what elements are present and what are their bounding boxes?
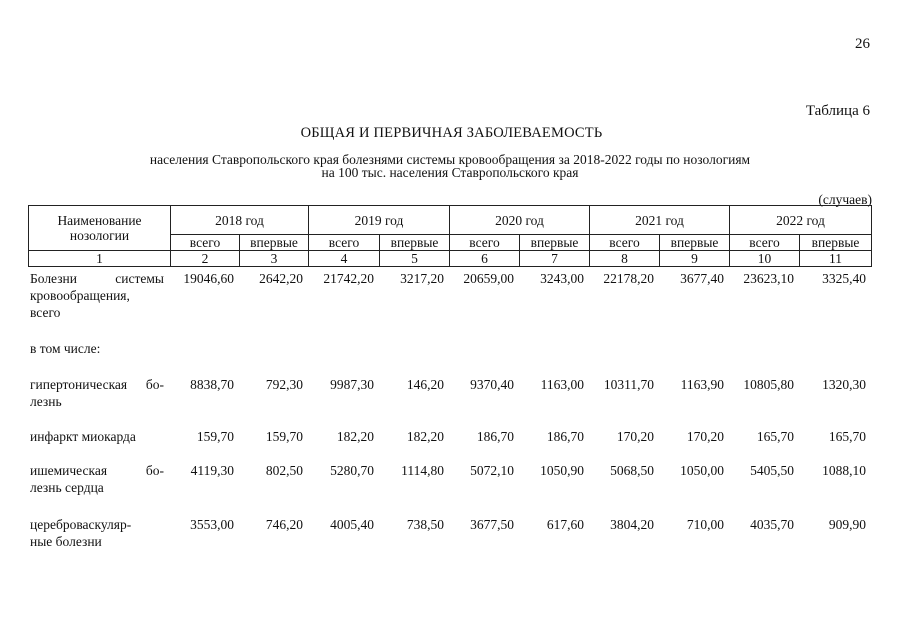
cell-value: 165,70 [756,429,794,444]
table-header [28,205,872,267]
subtitle-line-2: на 100 тыс. населения Ставропольского края [321,165,579,180]
header-total: всего [590,235,660,251]
row-name-line: цереброваскуляр- [30,517,132,532]
cell-value: 21742,20 [323,271,374,286]
column-number: 8 [590,251,660,267]
row-name [30,428,164,445]
cell-value: 9987,30 [330,377,374,392]
cell-value: 617,60 [546,517,584,532]
cell-value: 4119,30 [190,463,234,478]
row-name-line: всего [30,305,61,320]
cell-value: 802,50 [265,463,303,478]
cell-value: 1114,80 [401,463,444,478]
header-year: 2021 год [590,206,730,235]
cell-value: 3677,50 [470,517,514,532]
row-name-line: в том числе: [30,341,101,356]
header-year: 2022 год [730,206,872,235]
cell-value: 4005,40 [330,517,374,532]
cell-value: 792,30 [265,377,303,392]
cell-value: 3325,40 [822,271,866,286]
header-year-row [29,206,872,235]
column-number: 2 [171,251,240,267]
cell-value: 1050,00 [680,463,724,478]
cell-value: 186,70 [476,429,514,444]
cell-value: 170,20 [616,429,654,444]
cell-value: 1163,00 [540,377,584,392]
cell-value: 165,70 [828,429,866,444]
cell-value: 1320,30 [822,377,866,392]
column-number: 3 [240,251,309,267]
cell-value: 5280,70 [330,463,374,478]
cell-value: 146,20 [406,377,444,392]
cell-value: 2642,20 [259,271,303,286]
cell-value: 10311,70 [603,377,654,392]
row-name [30,340,164,357]
column-number: 9 [660,251,730,267]
units-label: (случаев) [818,192,872,207]
cell-value: 10805,80 [743,377,794,392]
cell-value: 23623,10 [743,271,794,286]
column-number: 1 [29,251,171,267]
cell-value: 5072,10 [470,463,514,478]
cell-value: 8838,70 [190,377,234,392]
cell-value: 182,20 [336,429,374,444]
header-first-time: впервые [380,235,450,251]
row-name [30,516,164,550]
header-column-numbers [29,251,872,267]
header-total: всего [450,235,520,251]
row-name-line: лезнь сердца [30,480,104,495]
header-total: всего [171,235,240,251]
row-name-line: лезнь [30,394,62,409]
cell-value: 3243,00 [540,271,584,286]
cell-value: 182,20 [406,429,444,444]
cell-value: 20659,00 [463,271,514,286]
row-name-line: гипертоническая бо- [30,377,164,392]
header-total: всего [730,235,800,251]
cell-value: 746,20 [265,517,303,532]
column-number: 5 [380,251,450,267]
header-name-column: Наименование нозологии [29,206,171,251]
cell-value: 22178,20 [603,271,654,286]
header-first-time: впервые [240,235,309,251]
subtitle-line-1: населения Ставропольского края болезнями системы кровообращения за 2018-2022 годы по нозологиям [149,152,751,167]
header-total: всего [309,235,380,251]
header-first-time: впервые [660,235,730,251]
page-title: ОБЩАЯ И ПЕРВИЧНАЯ ЗАБОЛЕВАЕМОСТЬ [300,125,603,141]
cell-value: 4035,70 [750,517,794,532]
cell-value: 159,70 [196,429,234,444]
header-year: 2020 год [450,206,590,235]
column-number: 10 [730,251,800,267]
row-name-line: ные болезни [30,534,102,549]
cell-value: 3217,20 [400,271,444,286]
column-number: 7 [520,251,590,267]
cell-value: 3553,00 [190,517,234,532]
subtitle [100,153,800,179]
header-first-time: впервые [800,235,872,251]
cell-value: 159,70 [265,429,303,444]
cell-value: 186,70 [546,429,584,444]
row-name-line: ишемическая бо- [30,463,164,478]
header-first-time: впервые [520,235,590,251]
row-name [30,462,164,496]
cell-value: 5068,50 [610,463,654,478]
cell-value: 170,20 [686,429,724,444]
cell-value: 710,00 [686,517,724,532]
cell-value: 19046,60 [183,271,234,286]
row-name-line: инфаркт миокарда [30,429,136,444]
cell-value: 909,90 [828,517,866,532]
row-name [30,270,164,321]
column-number: 6 [450,251,520,267]
column-number: 4 [309,251,380,267]
row-name-line: Болезни системы [30,271,164,286]
cell-value: 1088,10 [822,463,866,478]
row-name [30,376,164,410]
cell-value: 738,50 [406,517,444,532]
header-year: 2018 год [171,206,309,235]
cell-value: 3677,40 [680,271,724,286]
cell-value: 1163,90 [680,377,724,392]
page-number: 26 [855,36,870,52]
cell-value: 9370,40 [470,377,514,392]
cell-value: 3804,20 [610,517,654,532]
cell-value: 1050,90 [540,463,584,478]
cell-value: 5405,50 [750,463,794,478]
row-name-line: кровообращения, [30,288,130,303]
table-label: Таблица 6 [805,103,870,119]
header-year: 2019 год [309,206,450,235]
column-number: 11 [800,251,872,267]
